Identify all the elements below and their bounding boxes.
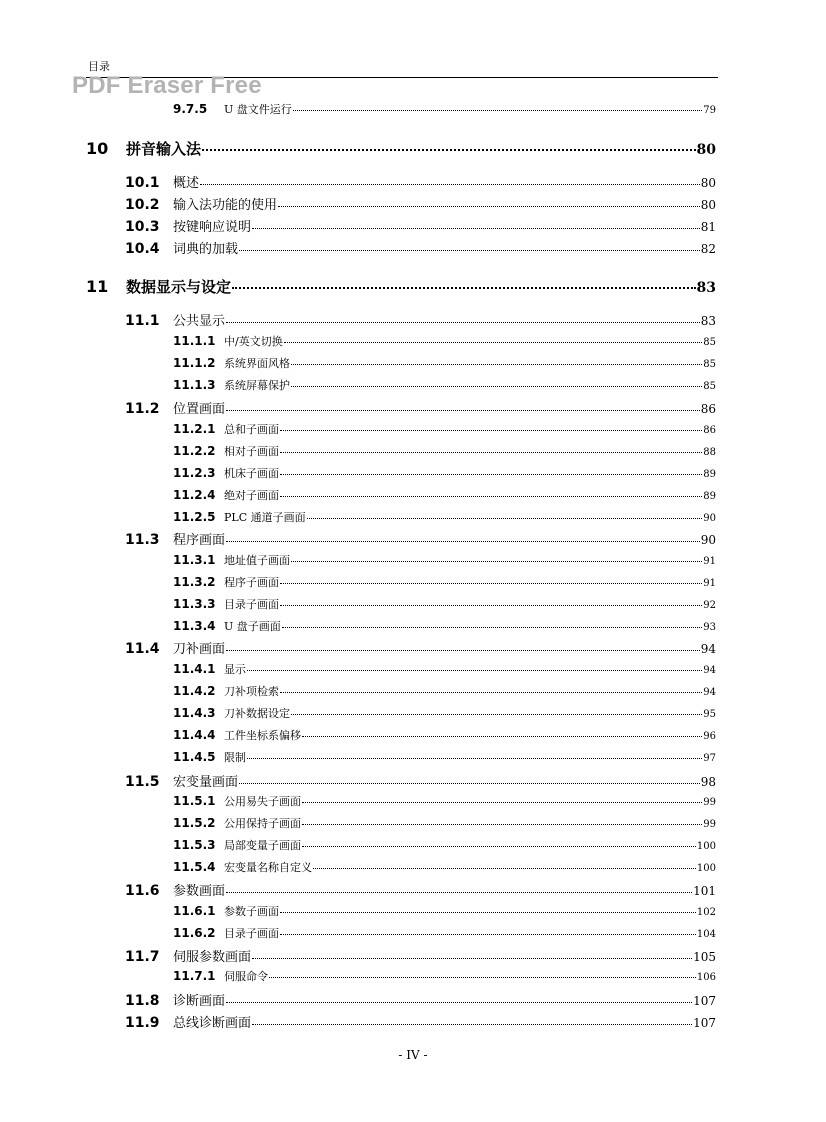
toc-dot-leader [202, 149, 696, 151]
toc-entry-page: 79 [703, 105, 716, 116]
toc-entry-title: 系统界面风格 [224, 357, 290, 370]
toc-dot-leader [291, 364, 702, 365]
toc-entry[interactable] [173, 333, 716, 351]
toc-entry-number: 11.5.4 [173, 860, 216, 874]
toc-entry[interactable] [173, 487, 716, 505]
toc-entry-number: 10.2 [125, 197, 160, 213]
toc-entry-title: 刀补数据设定 [224, 707, 290, 720]
toc-entry-page: 94 [703, 687, 716, 698]
toc-entry-page: 85 [703, 381, 716, 392]
toc-dot-leader [313, 868, 696, 869]
toc-entry-title: 中/英文切换 [224, 335, 283, 348]
running-header-title: 目录 [88, 60, 110, 73]
toc-entry-page: 86 [700, 402, 716, 416]
toc-entry-title: 显示 [224, 663, 246, 676]
toc-entry[interactable] [125, 771, 716, 791]
toc-entry-title: 目录子画面 [224, 598, 279, 611]
toc-entry-page: 91 [703, 578, 716, 589]
toc-entry-number: 11.2 [125, 401, 160, 417]
toc-entry[interactable] [125, 216, 716, 236]
toc-entry[interactable] [125, 238, 716, 258]
toc-dot-leader [226, 1002, 692, 1003]
toc-dot-leader [302, 846, 696, 847]
toc-entry-number: 11.2.4 [173, 488, 216, 502]
toc-entry-number: 11.3.3 [173, 597, 216, 611]
toc-entry-title: 概述 [173, 176, 200, 191]
toc-entry[interactable] [173, 859, 716, 877]
toc-entry[interactable] [125, 638, 716, 658]
toc-entry-page: 106 [696, 972, 716, 983]
toc-dot-leader [226, 410, 700, 411]
toc-entry-page: 98 [700, 775, 716, 789]
toc-entry-number: 11.1 [125, 313, 160, 329]
toc-entry-title: 宏变量名称自定义 [224, 861, 312, 874]
toc-entry-title: 程序画面 [173, 533, 226, 548]
toc-entry-number: 11.7.1 [173, 969, 216, 983]
toc-entry-number: 11.5.1 [173, 794, 216, 808]
toc-dot-leader [239, 783, 700, 784]
toc-dot-leader [280, 912, 696, 913]
toc-entry[interactable] [173, 596, 716, 614]
toc-entry-title: 位置画面 [173, 402, 226, 417]
toc-entry-title: 局部变量子画面 [224, 839, 301, 852]
toc-entry-page: 99 [703, 819, 716, 830]
toc-entry-number: 11.2.1 [173, 422, 216, 436]
toc-entry-page: 104 [696, 929, 716, 940]
toc-entry-number: 11.5 [125, 774, 160, 790]
toc-entry-title: 相对子画面 [224, 445, 279, 458]
toc-entry-number: 11.7 [125, 949, 160, 965]
toc-dot-leader [280, 496, 702, 497]
toc-entry[interactable] [173, 465, 716, 483]
toc-entry-page: 80 [696, 142, 716, 158]
toc-entry-page: 96 [703, 731, 716, 742]
toc-entry[interactable] [173, 815, 716, 833]
toc-entry-number: 11.3 [125, 532, 160, 548]
toc-dot-leader [291, 386, 702, 387]
toc-entry-number: 11.3.4 [173, 619, 216, 633]
toc-entry-page: 88 [703, 447, 716, 458]
toc-entry-number: 11.1.1 [173, 334, 216, 348]
toc-entry-number: 11.2.5 [173, 510, 216, 524]
toc-entry[interactable] [173, 705, 716, 723]
toc-entry-title: 拼音输入法 [126, 140, 202, 158]
toc-entry-number: 11.4.1 [173, 662, 216, 676]
toc-entry-title: 工件坐标系偏移 [224, 729, 301, 742]
toc-entry-number: 11.4.5 [173, 750, 216, 764]
toc-entry-title: 输入法功能的使用 [173, 198, 278, 213]
toc-entry-page: 94 [703, 665, 716, 676]
toc-entry-title: U 盘文件运行 [224, 103, 292, 116]
toc-entry-page: 100 [696, 863, 716, 874]
toc-entry-number: 11.4.4 [173, 728, 216, 742]
toc-entry[interactable] [125, 946, 716, 966]
toc-entry-title: 刀补画面 [173, 642, 226, 657]
toc-entry-number: 10.3 [125, 219, 160, 235]
toc-entry[interactable] [125, 1012, 716, 1032]
toc-entry[interactable] [173, 377, 716, 395]
toc-dot-leader [269, 977, 696, 978]
toc-entry-page: 95 [703, 709, 716, 720]
toc-entry[interactable] [86, 276, 716, 300]
toc-entry-page: 89 [703, 491, 716, 502]
toc-dot-leader [239, 250, 700, 251]
toc-entry-number: 9.7.5 [173, 102, 208, 116]
toc-entry-number: 10 [86, 139, 109, 158]
toc-entry[interactable] [125, 310, 716, 330]
toc-dot-leader [280, 452, 702, 453]
toc-entry-number: 11.1.3 [173, 378, 216, 392]
toc-entry-title: 按键响应说明 [173, 220, 252, 235]
toc-entry-page: 90 [700, 533, 716, 547]
toc-dot-leader [280, 474, 702, 475]
toc-entry[interactable] [125, 172, 716, 192]
toc-entry-title: 总线诊断画面 [173, 1016, 252, 1031]
toc-dot-leader [247, 670, 702, 671]
toc-entry-page: 94 [700, 642, 716, 656]
toc-entry[interactable] [125, 194, 716, 214]
toc-entry-number: 10.1 [125, 175, 160, 191]
toc-dot-leader [247, 758, 702, 759]
toc-entry-number: 11.4.3 [173, 706, 216, 720]
toc-dot-leader [200, 184, 700, 185]
toc-entry-page: 85 [703, 359, 716, 370]
toc-entry-page: 81 [700, 220, 716, 234]
toc-entry-title: 公共显示 [173, 314, 226, 329]
toc-entry-page: 82 [700, 242, 716, 256]
toc-entry-page: 99 [703, 797, 716, 808]
toc-entry[interactable] [125, 398, 716, 418]
toc-dot-leader [293, 110, 702, 111]
toc-dot-leader [232, 287, 696, 289]
toc-entry-title: 系统屏幕保护 [224, 379, 290, 392]
toc-dot-leader [280, 430, 702, 431]
toc-entry-title: 伺服命令 [224, 970, 268, 983]
toc-entry-page: 101 [693, 884, 716, 898]
toc-entry-title: 诊断画面 [173, 994, 226, 1009]
toc-entry[interactable] [173, 552, 716, 570]
toc-entry-page: 80 [700, 198, 716, 212]
toc-entry[interactable] [173, 355, 716, 373]
toc-entry-page: 83 [700, 314, 716, 328]
toc-entry-title: 宏变量画面 [173, 775, 239, 790]
toc-entry-page: 107 [693, 994, 716, 1008]
toc-entry-number: 11 [86, 277, 109, 296]
toc-entry-title: 公用易失子画面 [224, 795, 301, 808]
toc-entry-title: 目录子画面 [224, 927, 279, 940]
toc-entry-title: 伺服参数画面 [173, 950, 252, 965]
toc-entry[interactable] [173, 101, 716, 119]
toc-entry-number: 11.5.2 [173, 816, 216, 830]
toc-entry-number: 11.2.2 [173, 444, 216, 458]
toc-dot-leader [280, 692, 702, 693]
toc-entry[interactable] [125, 880, 716, 900]
toc-entry-title: 机床子画面 [224, 467, 279, 480]
toc-entry-title: 数据显示与设定 [126, 278, 232, 296]
toc-dot-leader [302, 802, 702, 803]
toc-entry-number: 11.8 [125, 993, 160, 1009]
toc-dot-leader [284, 342, 703, 343]
toc-entry[interactable] [173, 749, 716, 767]
toc-dot-leader [252, 228, 700, 229]
toc-dot-leader [226, 322, 700, 323]
toc-dot-leader [278, 206, 700, 207]
toc-entry[interactable] [173, 661, 716, 679]
toc-entry-title: 程序子画面 [224, 576, 279, 589]
toc-entry-page: 80 [700, 176, 716, 190]
toc-entry-number: 11.6.1 [173, 904, 216, 918]
toc-entry[interactable] [173, 421, 716, 439]
toc-entry[interactable] [173, 793, 716, 811]
toc-dot-leader [302, 736, 702, 737]
page-number: - IV - [398, 1048, 428, 1062]
toc-entry-number: 11.4.2 [173, 684, 216, 698]
toc-entry-title: 词典的加载 [173, 242, 239, 257]
toc-entry-title: 参数子画面 [224, 905, 279, 918]
toc-dot-leader [280, 605, 702, 606]
toc-entry-title: 参数画面 [173, 884, 226, 899]
toc-dot-leader [252, 958, 692, 959]
toc-entry[interactable] [173, 683, 716, 701]
toc-entry[interactable] [173, 968, 716, 986]
toc-entry-page: 90 [703, 513, 716, 524]
toc-entry-title: PLC 通道子画面 [224, 511, 306, 524]
watermark: PDF Eraser Free [72, 72, 262, 99]
toc-entry-title: U 盘子画面 [224, 620, 281, 633]
toc-entry[interactable] [173, 727, 716, 745]
toc-entry[interactable] [173, 443, 716, 461]
toc-entry-page: 107 [693, 1016, 716, 1030]
toc-entry[interactable] [125, 529, 716, 549]
toc-entry-title: 总和子画面 [224, 423, 279, 436]
toc-entry-page: 97 [703, 753, 716, 764]
toc-entry-number: 10.4 [125, 241, 160, 257]
toc-dot-leader [226, 892, 692, 893]
toc-entry-number: 11.4 [125, 641, 160, 657]
toc-entry-page: 92 [703, 600, 716, 611]
toc-entry[interactable] [86, 138, 716, 162]
toc-dot-leader [307, 518, 703, 519]
toc-entry-page: 85 [703, 337, 716, 348]
toc-entry-number: 11.3.2 [173, 575, 216, 589]
toc-dot-leader [280, 583, 702, 584]
toc-dot-leader [291, 714, 702, 715]
toc-dot-leader [282, 627, 702, 628]
toc-entry-number: 11.2.3 [173, 466, 216, 480]
toc-entry-title: 刀补项检索 [224, 685, 279, 698]
toc-entry-title: 地址值子画面 [224, 554, 290, 567]
toc-entry-number: 11.5.3 [173, 838, 216, 852]
toc-entry-page: 83 [696, 280, 716, 296]
toc-entry-page: 105 [693, 950, 716, 964]
toc-entry-page: 89 [703, 469, 716, 480]
toc-entry[interactable] [173, 925, 716, 943]
toc-dot-leader [226, 541, 700, 542]
toc-entry-number: 11.6.2 [173, 926, 216, 940]
toc-dot-leader [302, 824, 702, 825]
toc-dot-leader [252, 1024, 692, 1025]
toc-entry-title: 限制 [224, 751, 246, 764]
toc-entry-page: 86 [703, 425, 716, 436]
toc-entry-page: 100 [696, 841, 716, 852]
toc-entry-page: 102 [696, 907, 716, 918]
toc-entry-title: 公用保持子画面 [224, 817, 301, 830]
toc-entry[interactable] [173, 574, 716, 592]
toc-dot-leader [226, 650, 700, 651]
toc-entry-number: 11.3.1 [173, 553, 216, 567]
toc-entry-page: 91 [703, 556, 716, 567]
toc-entry[interactable] [173, 837, 716, 855]
toc-entry[interactable] [173, 618, 716, 636]
toc-entry-page: 93 [703, 622, 716, 633]
toc-dot-leader [280, 934, 696, 935]
toc-entry[interactable] [173, 903, 716, 921]
toc-entry-number: 11.6 [125, 883, 160, 899]
toc-entry[interactable] [125, 990, 716, 1010]
toc-entry[interactable] [173, 509, 716, 527]
toc-dot-leader [291, 561, 702, 562]
toc-entry-title: 绝对子画面 [224, 489, 279, 502]
toc-entry-number: 11.9 [125, 1015, 160, 1031]
toc-entry-number: 11.1.2 [173, 356, 216, 370]
